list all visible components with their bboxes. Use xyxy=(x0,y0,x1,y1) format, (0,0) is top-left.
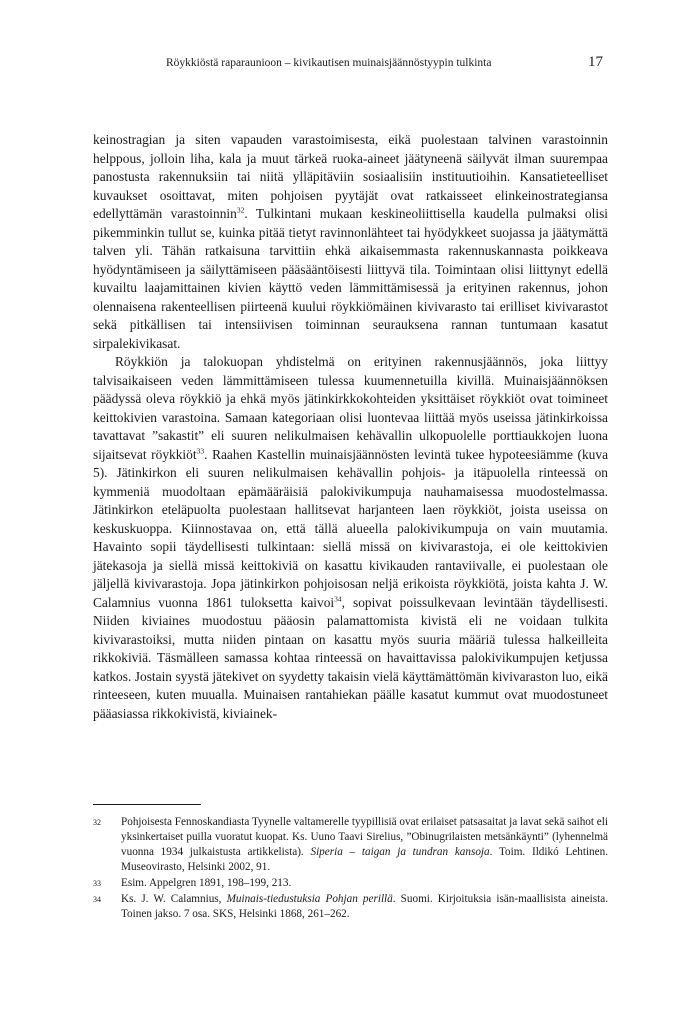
footnote-title: Muinais-tiedustuksia Pohjan perillä xyxy=(226,893,393,905)
footnote-title: Siperia – taigan ja tundran kansoja xyxy=(310,846,490,858)
footnote-ref: 32 xyxy=(236,205,245,215)
running-head xyxy=(0,54,700,74)
paragraph-text: keinostragian ja siten vapauden varastoimisesta, eikä puolestaan talvinen varastoinnin helppous, jolloin liha, kala ja muut tärkeä ruoka-aineet jäätyneenä säilyvät ilman suurempaa panostusta rakennuksiin tai niitä ylläpitäviin sosiaalisiin instituutioihin. Kansatieteelliset kuvaukset osoittavat, miten pohjoisen pyytäjät ovat ratkaisseet elinkeinostrategiansa edellyttämän varastoinnin xyxy=(93,132,608,221)
paragraph-text: . Raahen Kastellin muinaisjäännösten levintä tukee hypoteesiämme (kuva 5). Jätinkirkon eli suuren nelikulmaisen kehävallin pohjois- ja itäpuolella rinteessä on kymmeniä muodoltaan epämääräisiä palokivikumpuja nauhamaisessa muodostelmassa. Jätinkirkon eteläpuolta puolestaan hallitsevat harjanteen laen röykkiöt, joista useissa on keskuskuoppa. Kiinnostavaa on, että tällä alueella palokivikumpuja on vain muutamia. Havainto sopii täydellisesti tulkintaan: siellä missä on kivivarastoja, ei ole keittokivien jätekasoja ja siellä missä keittokiviä on kasattu kivikauden rantaviivalle, ei puolestaan ole jäljellä kivivarastoja. Jopa jätinkirkon pohjoisosan neljä erikoista röykkiötä, joista kahta J. W. Calamnius vuonna 1861 tuloksetta kaivoi xyxy=(93,446,609,610)
footnote-text-part: . Toim. Ildikó Lehtinen. Museovirasto, Helsinki 2002, 91. xyxy=(121,846,609,873)
paragraph-text: . Tulkintani mukaan keskineoliittisella kaudella pulmaksi olisi pikemminkin tullut se, kuinka pitää tietyt ravinnonlähteet tai hyödykkeet suojassa ja jäätymättä talven yli. Tähän ratkaisuna tarvittiin ehkä aikaisemmasta rakennuskannasta poikkeava hyödyntämiseen ja säilyttämiseen pääsääntöisesti liittyvä tila. Toimintaan olisi liittynyt edellä kuvailtu laajamittainen kivien käyttö veden lämmittämisessä ja erityinen rakennus, johon olennaisena rakenteellisen piirteenä kuului röykkiömäinen kivivarasto tai erilliset kivivarastot sekä pitkällisen tai intensiivisen toiminnan seurauksena rannan tuntumaan kasatut sirpalekivikasat. xyxy=(93,206,608,351)
footnote-text-part: . Suomi. Kirjoituksia isän-maallisista aineista. Toinen jakso. 7 osa. SKS, Helsinki 1868, 261–262. xyxy=(121,893,608,920)
page-number: 17 xyxy=(588,54,603,70)
footnote xyxy=(93,815,608,875)
running-head-title: Röykkiöstä raparaunioon – kivikautisen muinaisjäännöstyypin tulkinta xyxy=(166,57,492,69)
footnote-divider xyxy=(93,804,201,805)
footnote-text-part: Esim. Appelgren 1891, 198–199, 213. xyxy=(121,877,292,889)
footnote-ref: 34 xyxy=(334,594,342,604)
footnote-text xyxy=(121,892,608,922)
footnote xyxy=(93,876,608,891)
footnote-number: 32 xyxy=(93,818,101,827)
footnote-text xyxy=(121,815,608,875)
footnote-number: 33 xyxy=(93,879,101,888)
footnotes xyxy=(93,815,608,923)
paragraph-text: , sopivat poissulkevaan levintään täydellisesti. Niiden kiviaines muodostuu pääosin palamattomista kivistä eli ne voidaan tulkita kivivarastoiksi, mutta niiden pintaan on kasattu myös suuria määriä tulessa halkeilleita rikkokiviä. Täsmälleen samassa kohtaa rinteessä on havaittavissa palokivikumpujen ketjussa katkos. Jostain syystä jätekivet on syydetty takaisin vielä käyttämättömän kivivaraston luo, eikä rinteeseen, kuten muualla. Muinaisen rantahiekan päälle kasatut kummut ovat muodostuneet pääasiassa rikkokivistä, kiviainek- xyxy=(93,594,608,721)
footnote-ref: 33 xyxy=(196,446,205,456)
footnote-text-part: Pohjoisesta Fennoskandiasta Tyynelle valtamerelle tyypillisiä ovat erilaiset patsasaitat ja lavat sekä saihot eli yksinkertaiset puilla vuoratut kuopat. Ks. Uuno Taavi Sirelius, ”Obinugrilaisten metsänkäynti” (lyhennelmä vuonna 1934 julkaistusta artikkelista). xyxy=(121,816,608,858)
footnote-text-part: Ks. J. W. Calamnius, xyxy=(121,893,227,905)
footnote-number: 34 xyxy=(93,895,101,904)
paragraph-text: Röykkiön ja talokuopan yhdistelmä on erityinen rakennusjäännös, joka liittyy talvisaikaiseen veden lämmittämiseen tulessa kuumennetuilla kivillä. Muinaisjäännöksen päädyssä oleva röykkiö ja ehkä myös jätinkirkkokohteiden yksittäiset röykkiöt ovat toimineet keittokivien varastoina. Samaan kategoriaan olisi luontevaa liittää myös useissa jätinkirkoissa tavattavat ”sakastit” eli suuren nelikulmaisen kehävallin ulkopuolelle porttiaukkojen luona sijaitsevat röykkiöt xyxy=(93,354,608,462)
paragraph xyxy=(93,353,608,723)
body-text xyxy=(93,131,608,723)
footnote xyxy=(93,892,608,922)
footnote-text xyxy=(121,876,608,891)
paragraph xyxy=(93,131,608,353)
